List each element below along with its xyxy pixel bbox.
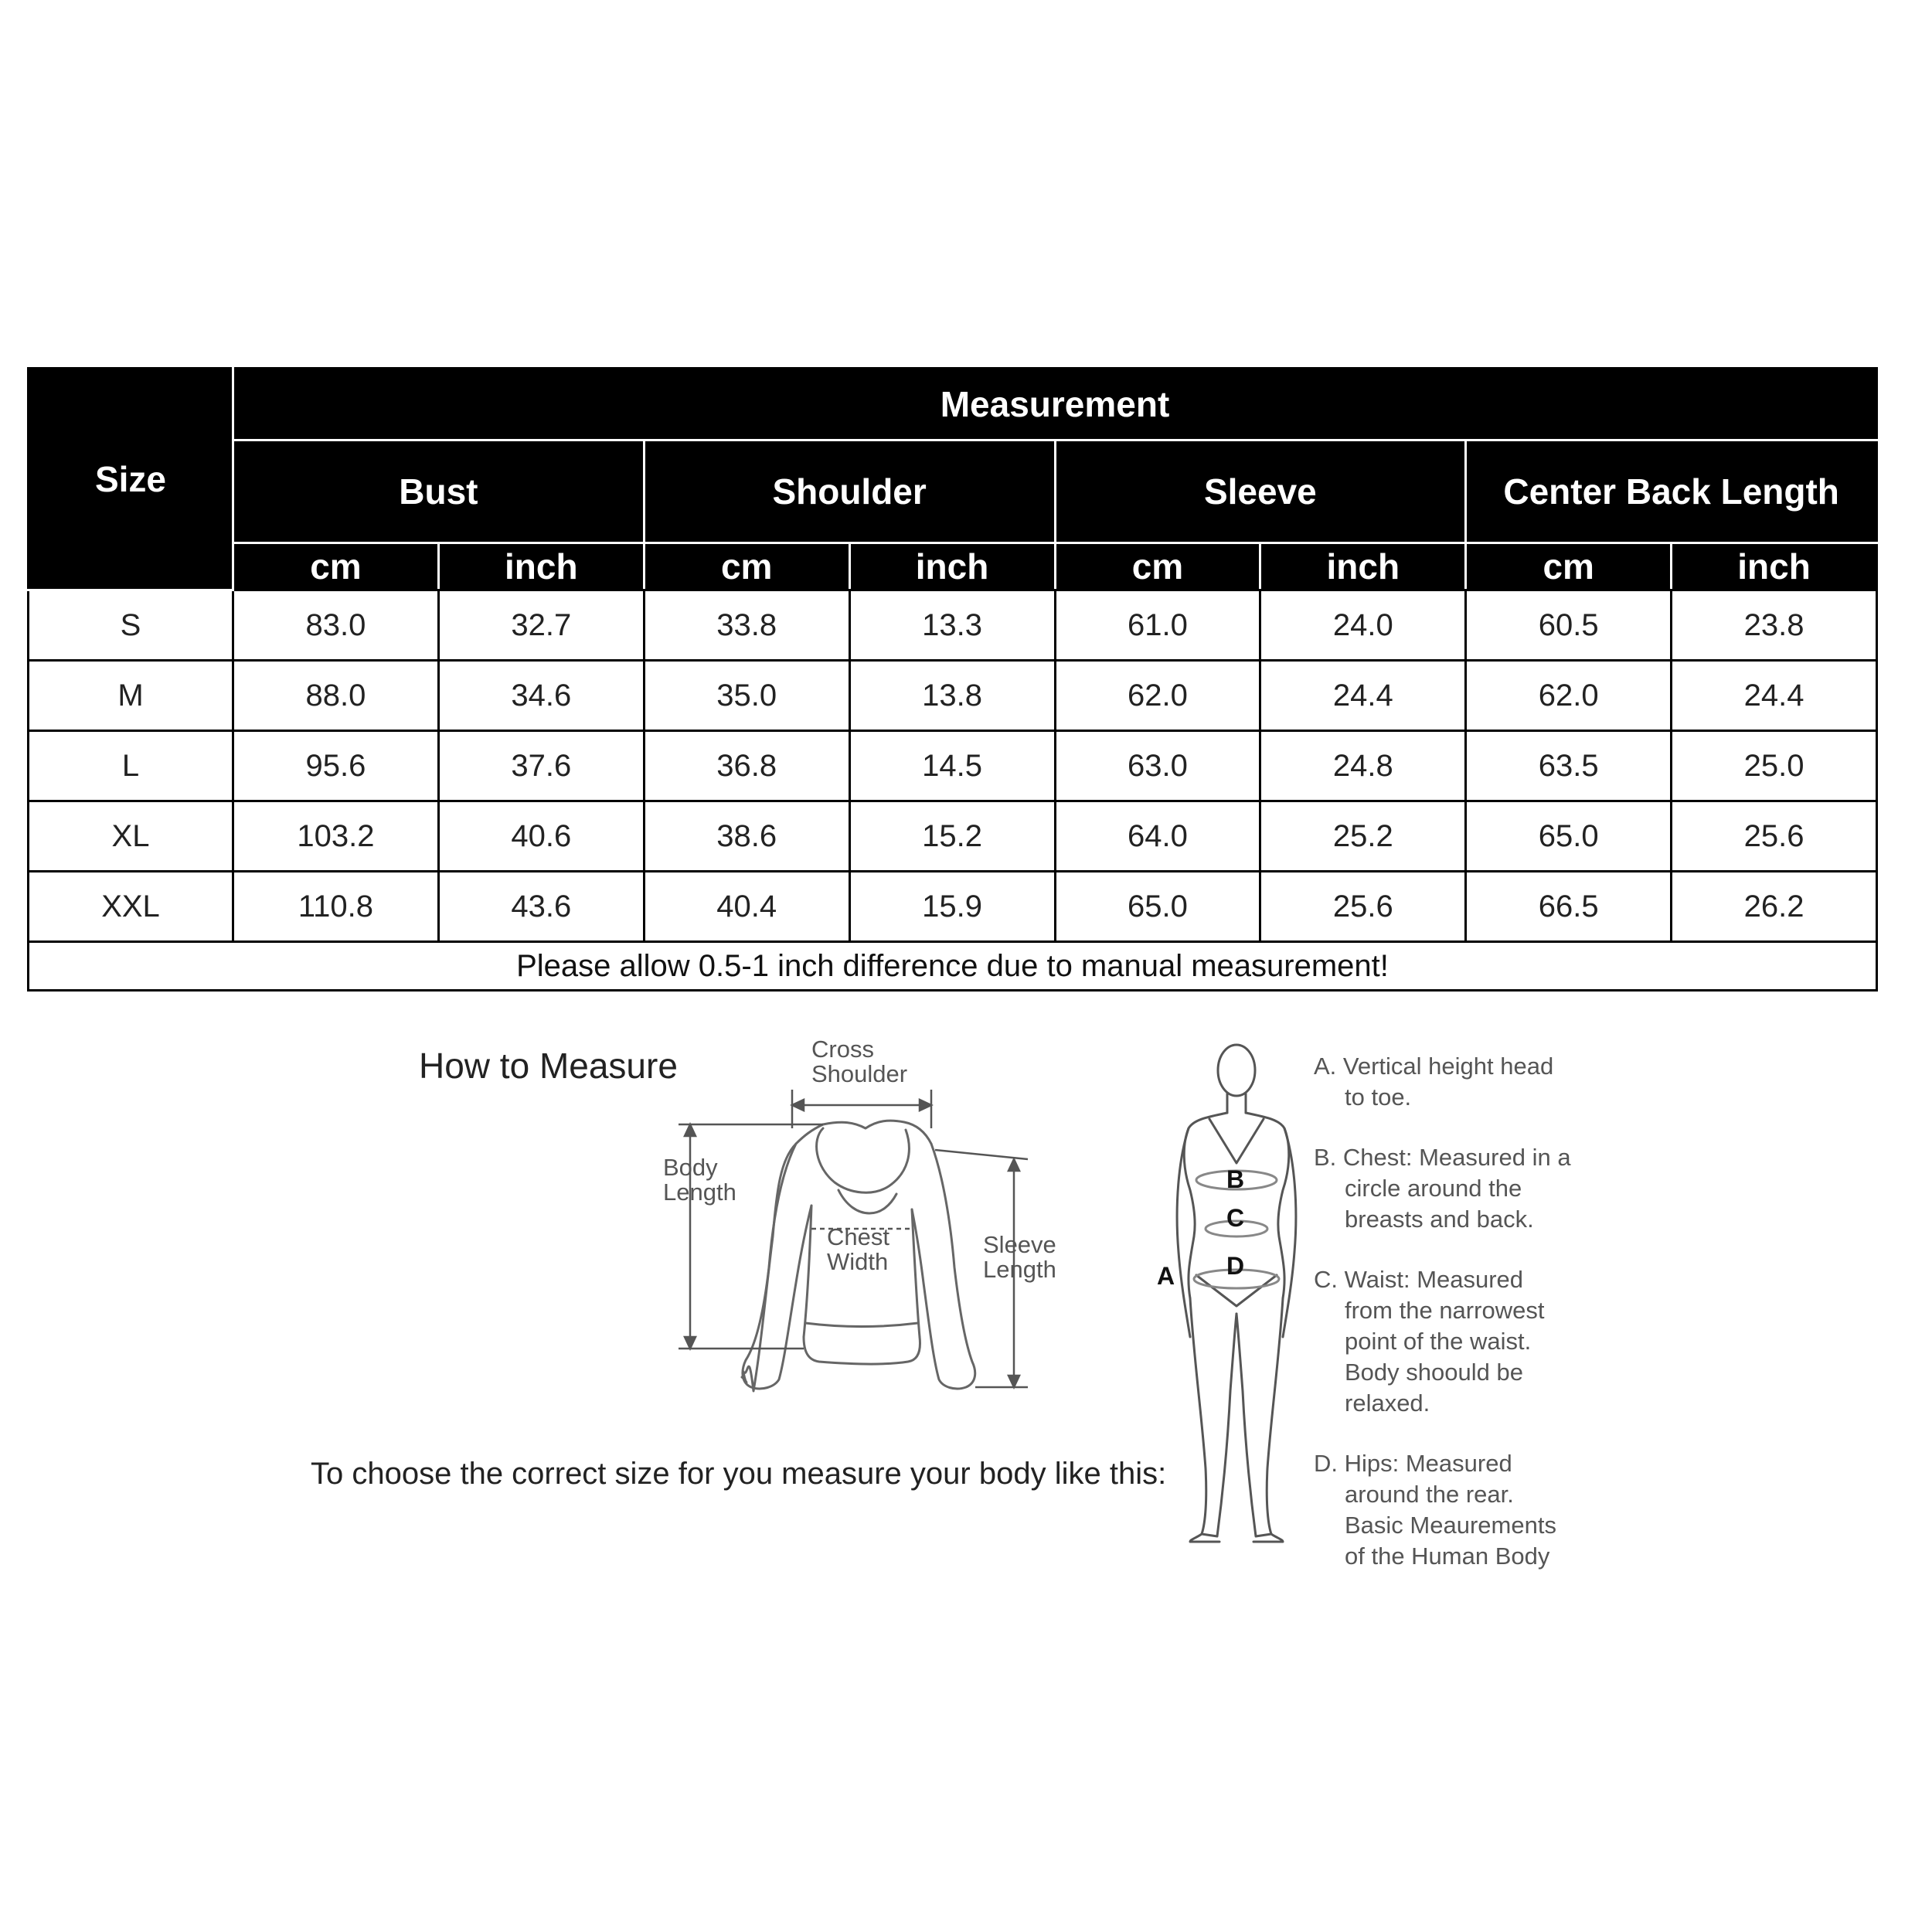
size-cell: XL: [29, 801, 233, 872]
body-letter-d: D: [1226, 1252, 1245, 1280]
body-letter-a: A: [1157, 1262, 1175, 1290]
value-cell: 95.6: [233, 731, 439, 801]
value-cell: 62.0: [1466, 661, 1672, 731]
value-cell: 36.8: [644, 731, 849, 801]
value-cell: 24.4: [1672, 661, 1877, 731]
unit-header: inch: [1672, 543, 1877, 590]
unit-header: cm: [1466, 543, 1672, 590]
value-cell: 35.0: [644, 661, 849, 731]
value-cell: 37.6: [438, 731, 644, 801]
value-cell: 103.2: [233, 801, 439, 872]
size-cell: M: [29, 661, 233, 731]
value-cell: 25.6: [1672, 801, 1877, 872]
value-cell: 25.2: [1260, 801, 1466, 872]
value-cell: 33.8: [644, 590, 849, 661]
group-header-shoulder: Shoulder: [644, 440, 1055, 543]
value-cell: 15.2: [849, 801, 1055, 872]
value-cell: 63.5: [1466, 731, 1672, 801]
definition-c: C. Waist: Measured from the narrowest point of the waist. Body shoould be relaxed.: [1314, 1266, 1545, 1417]
unit-header: inch: [1260, 543, 1466, 590]
value-cell: 60.5: [1466, 590, 1672, 661]
value-cell: 110.8: [233, 872, 439, 942]
human-body-icon: [1177, 1045, 1296, 1542]
value-cell: 34.6: [438, 661, 644, 731]
value-cell: 40.6: [438, 801, 644, 872]
value-cell: 24.4: [1260, 661, 1466, 731]
value-cell: 65.0: [1466, 801, 1672, 872]
size-cell: XXL: [29, 872, 233, 942]
size-header: Size: [29, 369, 233, 590]
value-cell: 65.0: [1055, 872, 1260, 942]
group-header-bust: Bust: [233, 440, 645, 543]
definition-b: B. Chest: Measured in a circle around the breasts and back.: [1314, 1144, 1571, 1233]
value-cell: 40.4: [644, 872, 849, 942]
group-header-sleeve: Sleeve: [1055, 440, 1466, 543]
cross-shoulder-label: Cross Shoulder: [811, 1036, 908, 1087]
group-header-center-back-length: Center Back Length: [1466, 440, 1877, 543]
definition-d: D. Hips: Measured around the rear. Basic Meaurements of the Human Body: [1314, 1450, 1556, 1570]
unit-header: cm: [1055, 543, 1260, 590]
chest-width-label: Chest Width: [827, 1223, 889, 1275]
definition-a: A. Vertical height head to toe.: [1314, 1053, 1554, 1111]
sleeve-length-label: Sleeve Length: [983, 1231, 1056, 1283]
value-cell: 23.8: [1672, 590, 1877, 661]
body-length-label: Body Length: [663, 1154, 736, 1206]
value-cell: 64.0: [1055, 801, 1260, 872]
value-cell: 25.6: [1260, 872, 1466, 942]
value-cell: 38.6: [644, 801, 849, 872]
value-cell: 24.0: [1260, 590, 1466, 661]
value-cell: 66.5: [1466, 872, 1672, 942]
how-to-measure-title: How to Measure: [419, 1046, 678, 1086]
value-cell: 43.6: [438, 872, 644, 942]
value-cell: 13.8: [849, 661, 1055, 731]
size-cell: S: [29, 590, 233, 661]
value-cell: 61.0: [1055, 590, 1260, 661]
body-letter-b: B: [1226, 1165, 1245, 1193]
measurement-header: Measurement: [233, 369, 1877, 440]
body-letter-c: C: [1226, 1204, 1245, 1232]
value-cell: 25.0: [1672, 731, 1877, 801]
unit-header: cm: [233, 543, 439, 590]
value-cell: 13.3: [849, 590, 1055, 661]
size-cell: L: [29, 731, 233, 801]
value-cell: 32.7: [438, 590, 644, 661]
unit-header: inch: [438, 543, 644, 590]
value-cell: 14.5: [849, 731, 1055, 801]
value-cell: 62.0: [1055, 661, 1260, 731]
value-cell: 83.0: [233, 590, 439, 661]
instruction-text: To choose the correct size for you measure your body like this:: [311, 1457, 1167, 1491]
measurement-note: Please allow 0.5-1 inch difference due to manual measurement!: [29, 942, 1877, 991]
value-cell: 88.0: [233, 661, 439, 731]
value-cell: 63.0: [1055, 731, 1260, 801]
unit-header: cm: [644, 543, 849, 590]
value-cell: 15.9: [849, 872, 1055, 942]
measurement-definitions: [1314, 1051, 1638, 1601]
unit-header: inch: [849, 543, 1055, 590]
value-cell: 24.8: [1260, 731, 1466, 801]
value-cell: 26.2: [1672, 872, 1877, 942]
